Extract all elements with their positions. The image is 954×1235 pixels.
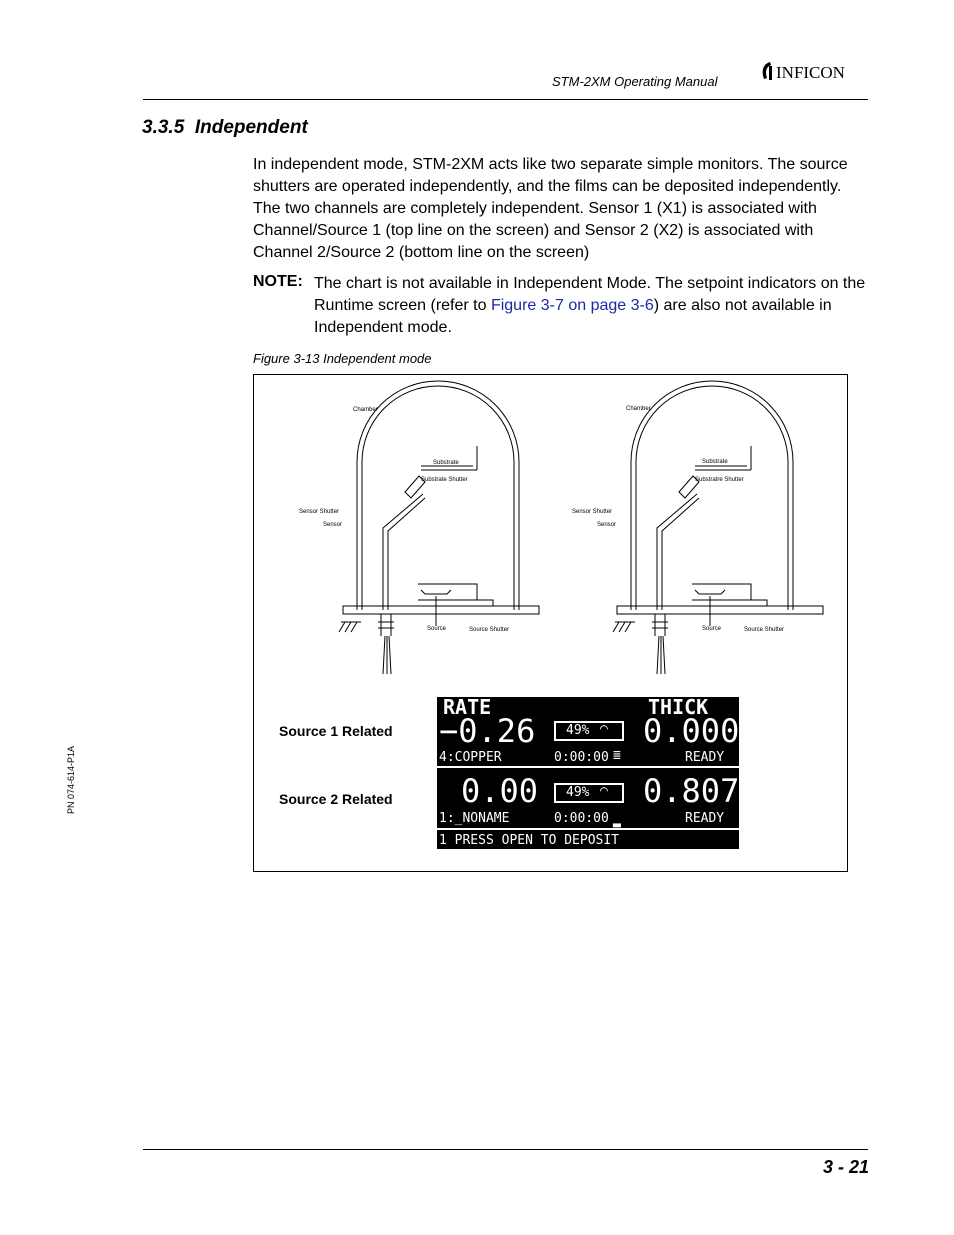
source2-material: 1:_NONAME	[439, 811, 510, 826]
source1-thick-value: 0.000	[643, 712, 739, 750]
source1-rate-value: −0.26	[439, 712, 536, 750]
source2-rate-value: 0.00	[461, 772, 539, 810]
substrate-shutter-label-right: Substratre Shutter	[695, 477, 744, 483]
sensor-shutter-label-right: Sensor Shutter	[572, 509, 613, 515]
source1-status: READY	[685, 750, 725, 765]
footer-rule	[143, 1149, 868, 1150]
source1-power-wave-icon: ⌒	[600, 721, 608, 736]
source-shutter-label-left: Source Shutter	[469, 627, 510, 633]
substrate-shutter-label-left: Substrate Shutter	[421, 477, 468, 483]
rate-header: RATE	[443, 697, 492, 719]
display-message: 1 PRESS OPEN TO DEPOSIT	[439, 833, 620, 848]
runtime-display-screen	[437, 697, 739, 849]
substrate-label-right: Substrate	[702, 459, 728, 465]
part-number: PN 074-614-P1A	[66, 745, 76, 815]
page-number: 3 - 21	[823, 1157, 870, 1177]
sensor-label-left: Sensor	[323, 522, 343, 528]
source-label-right: Source	[702, 626, 722, 632]
logo-text: INFICON	[776, 63, 845, 82]
thick-header: THICK	[648, 697, 709, 719]
note-text-after: ) are also not available in Independent mode.	[314, 297, 832, 336]
figure-caption: Figure 3-13 Independent mode	[253, 351, 432, 366]
section-number: 3.3.5	[142, 117, 185, 138]
source2-status: READY	[685, 811, 725, 826]
display-divider	[437, 766, 739, 768]
source-2-related-label: Source 2 Related	[279, 791, 393, 807]
running-header-title: STM-2XM Operating Manual	[552, 74, 718, 89]
figure-cross-reference-link[interactable]: Figure 3-7 on page 3-6	[490, 297, 654, 314]
chamber-label-right: Chamber	[626, 406, 651, 412]
source1-state-icon: ≣	[613, 748, 621, 763]
source1-material: 4:COPPER	[439, 750, 502, 765]
source-1-related-label: Source 1 Related	[279, 723, 393, 739]
substrate-label-left: Substrate	[433, 460, 459, 466]
inficon-logo	[760, 59, 872, 85]
source2-state-icon: ▂	[613, 813, 621, 828]
chamber-label-left: Chamber	[353, 407, 378, 413]
source2-thick-value: 0.807	[643, 772, 739, 810]
note-label: NOTE:	[253, 273, 303, 290]
note-text-before: The chart is not available in Independent Mode. The setpoint indicators on the Runtime screen (refer to	[314, 275, 866, 314]
body-paragraph: In independent mode, STM-2XM acts like two separate simple monitors. The source shutters are operated independently, and the films can be deposited independently. The two channels are completely independent. Sensor 1 (X1) is associated with Channel/Source 1 (top line on the screen) and Sensor 2 (X2) is associated with Channel 2/Source 2 (bottom line on the screen)	[253, 156, 848, 261]
source-label-left: Source	[427, 626, 447, 632]
note-text	[314, 273, 874, 339]
source1-time: 0:00:00	[554, 750, 609, 765]
source2-power-wave-icon: ⌒	[600, 783, 608, 798]
source1-power-value: 49%	[566, 723, 590, 738]
sensor-label-right: Sensor	[597, 522, 617, 528]
chamber-diagrams	[253, 374, 848, 694]
message-divider	[437, 828, 739, 830]
source2-time: 0:00:00	[554, 811, 609, 826]
source2-power-value: 49%	[566, 785, 590, 800]
sensor-shutter-label-left: Sensor Shutter	[299, 509, 340, 515]
section-title: Independent	[194, 117, 308, 138]
header-rule	[143, 99, 868, 100]
source-shutter-label-right: Source Shutter	[744, 627, 785, 633]
section-heading	[142, 117, 308, 139]
